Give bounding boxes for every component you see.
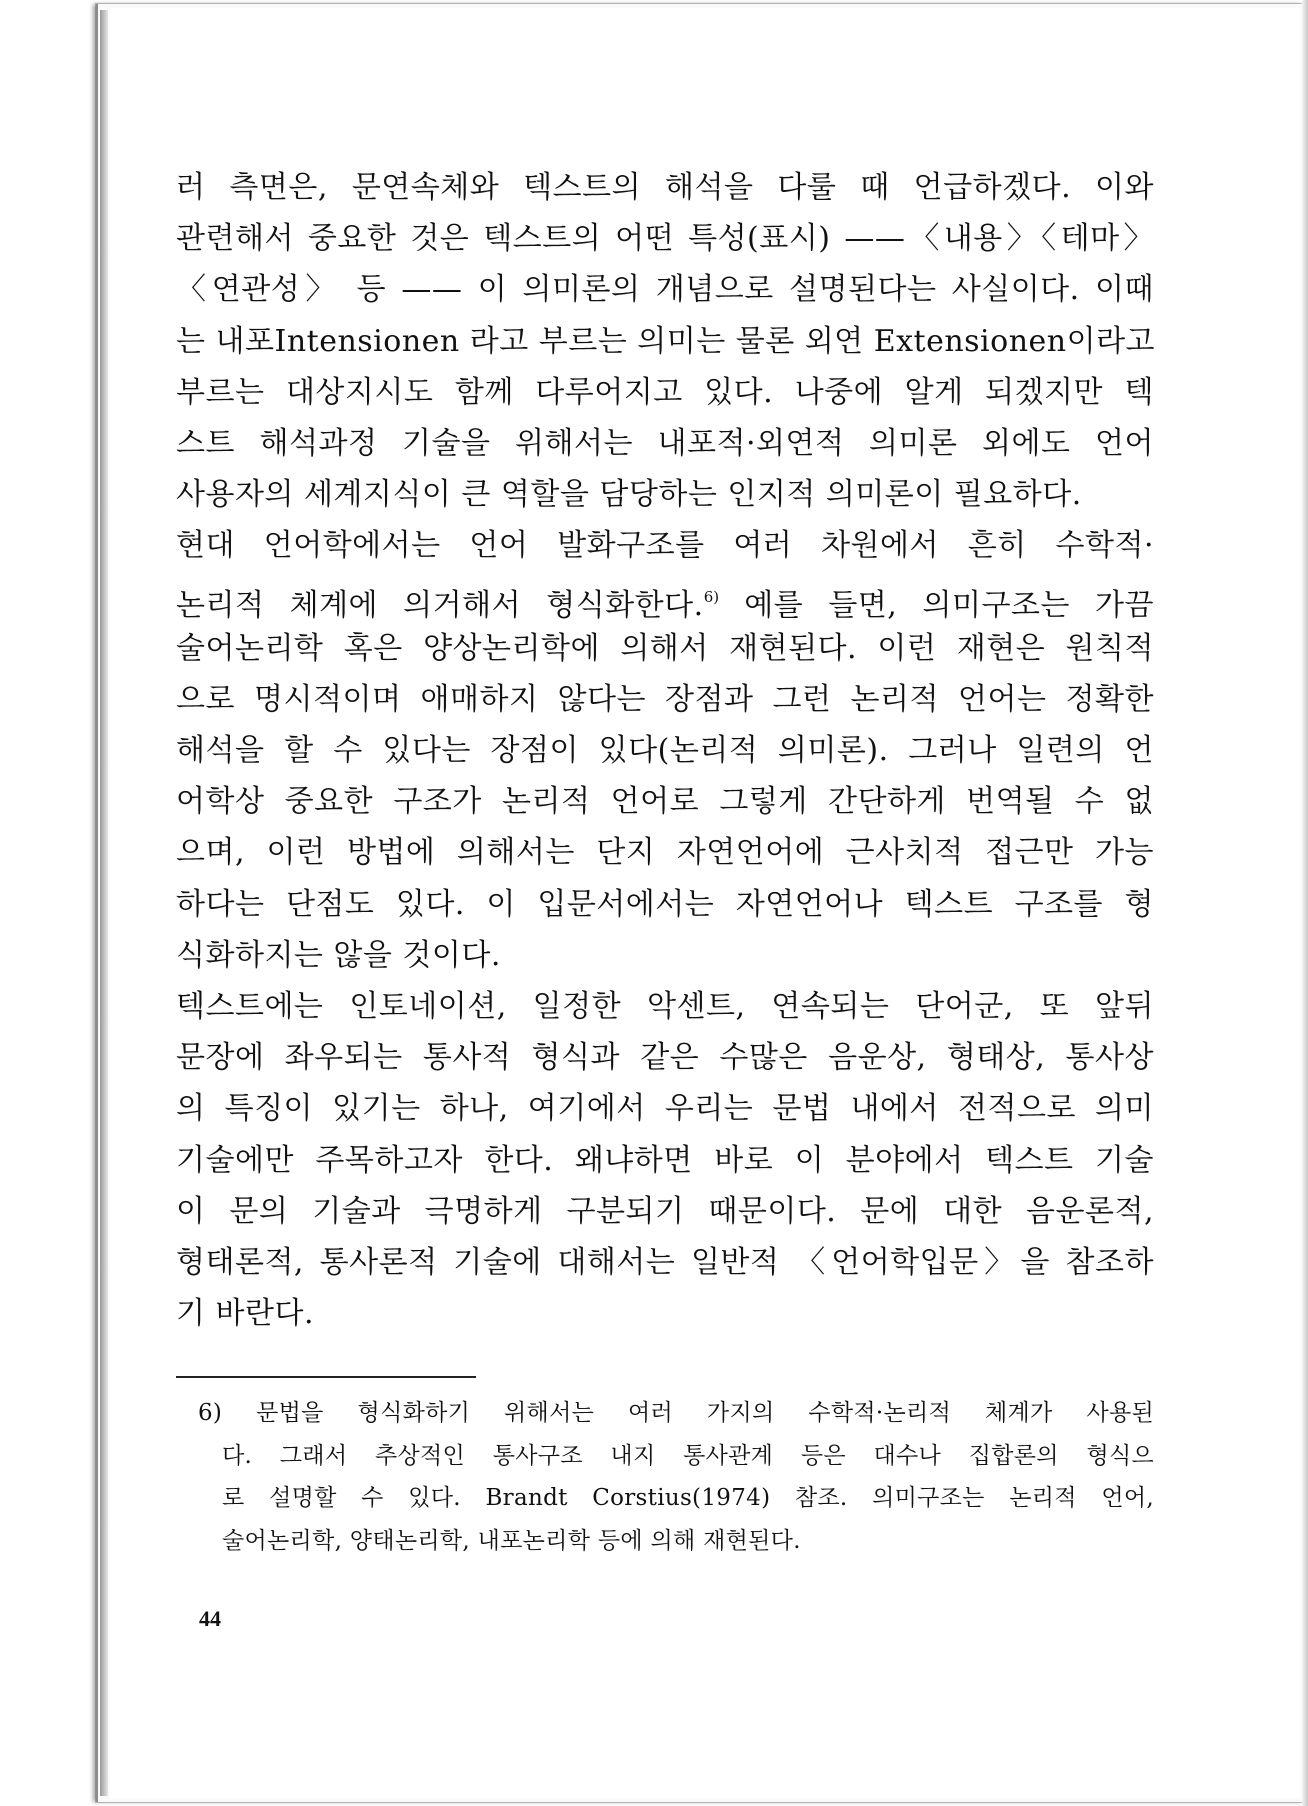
text-line: 의 특징이 있기는 하나, 여기에서 우리는 문법 내에서 전적으로 의미 <box>176 1091 1154 1127</box>
text-line: 부르는 대상지시도 함께 다루어지고 있다. 나중에 알게 되겠지만 텍 <box>176 374 1154 410</box>
footnote-divider <box>176 1376 476 1378</box>
text-line: 관련해서 중요한 것은 텍스트의 어떤 특성(표시) ——〈내용〉〈테마〉 <box>176 221 1154 257</box>
text-line: 기 바란다. <box>176 1296 314 1332</box>
text-line: 술어논리학 혹은 양상논리학에 의해서 재현된다. 이런 재현은 원칙적 <box>176 630 1154 666</box>
text-line: 이 문의 기술과 극명하게 구분되기 때문이다. 문에 대한 음운론적, <box>176 1193 1154 1229</box>
text-line: 식화하지는 않을 것이다. <box>176 937 501 973</box>
body-text <box>176 162 1154 1339</box>
text-line: 〈연관성〉 등 —— 이 의미론의 개념으로 설명된다는 사실이다. 이때 <box>176 272 1154 308</box>
footnotes <box>176 1392 1154 1562</box>
text-line: 으로 명시적이며 애매하지 않다는 장점과 그런 논리적 언어는 정확한 <box>176 681 1154 717</box>
text-line: 하다는 단점도 있다. 이 입문서에서는 자연언어나 텍스트 구조를 형 <box>176 886 1154 922</box>
page-right-edge <box>1302 0 1308 1806</box>
line-tail: 예를 들면, 의미구조는 가끔 <box>719 587 1154 623</box>
footnote-line: 술어논리학, 양태논리학, 내포논리학 등에 의해 재현된다. <box>222 1527 801 1554</box>
footnote-line: 로 설명할 수 있다. Brandt Corstius(1974) 참조. 의미구조는 논리적 언어, <box>222 1485 1154 1511</box>
text-line: 형태론적, 통사론적 기술에 대해서는 일반적 〈언어학입문〉을 참조하 <box>176 1244 1154 1280</box>
text-line: 어학상 중요한 구조가 논리적 언어로 그렇게 간단하게 번역될 수 없 <box>176 784 1154 820</box>
text-line: 으며, 이런 방법에 의해서는 단지 자연언어에 근사치적 접근만 가능 <box>176 835 1154 871</box>
text-line: 해석을 할 수 있다는 장점이 있다(논리적 의미론). 그러나 일련의 언 <box>176 733 1154 769</box>
text-line: 현대 언어학에서는 언어 발화구조를 여러 차원에서 흔히 수학적· <box>176 528 1154 564</box>
text-line-with-footnote-ref <box>176 572 1154 623</box>
page-binding-edge <box>100 10 108 1796</box>
text-line: 텍스트에는 인토네이션, 일정한 악센트, 연속되는 단어군, 또 앞뒤 <box>176 989 1154 1024</box>
page-number: 44 <box>199 1606 221 1631</box>
footnote-line: 6) 문법을 형식화하기 위해서는 여러 가지의 수학적·논리적 체계가 사용된 <box>198 1400 1154 1426</box>
footnote-reference: 6) <box>703 587 720 606</box>
text-line: 사용자의 세계지식이 큰 역할을 담당하는 인지적 의미론이 필요하다. <box>176 477 1082 513</box>
text-line: 러 측면은, 문연속체와 텍스트의 해석을 다룰 때 언급하겠다. 이와 <box>176 170 1154 205</box>
text-line: 스트 해석과정 기술을 위해서는 내포적·외연적 의미론 외에도 언어 <box>176 425 1154 461</box>
text-line: 문장에 좌우되는 통사적 형식과 같은 수많은 음운상, 형태상, 통사상 <box>176 1040 1154 1076</box>
text-line: 는 내포Intensionen 라고 부르는 의미는 물론 외연 Extensionen이라고 <box>176 323 1156 359</box>
footnote-line: 다. 그래서 추상적인 통사구조 내지 통사관계 등은 대수나 집합론의 형식으 <box>222 1442 1154 1469</box>
line-head: 논리적 체계에 의거해서 형식화한다. <box>176 587 704 623</box>
text-line: 기술에만 주목하고자 한다. 왜냐하면 바로 이 분야에서 텍스트 기술 <box>176 1142 1154 1178</box>
